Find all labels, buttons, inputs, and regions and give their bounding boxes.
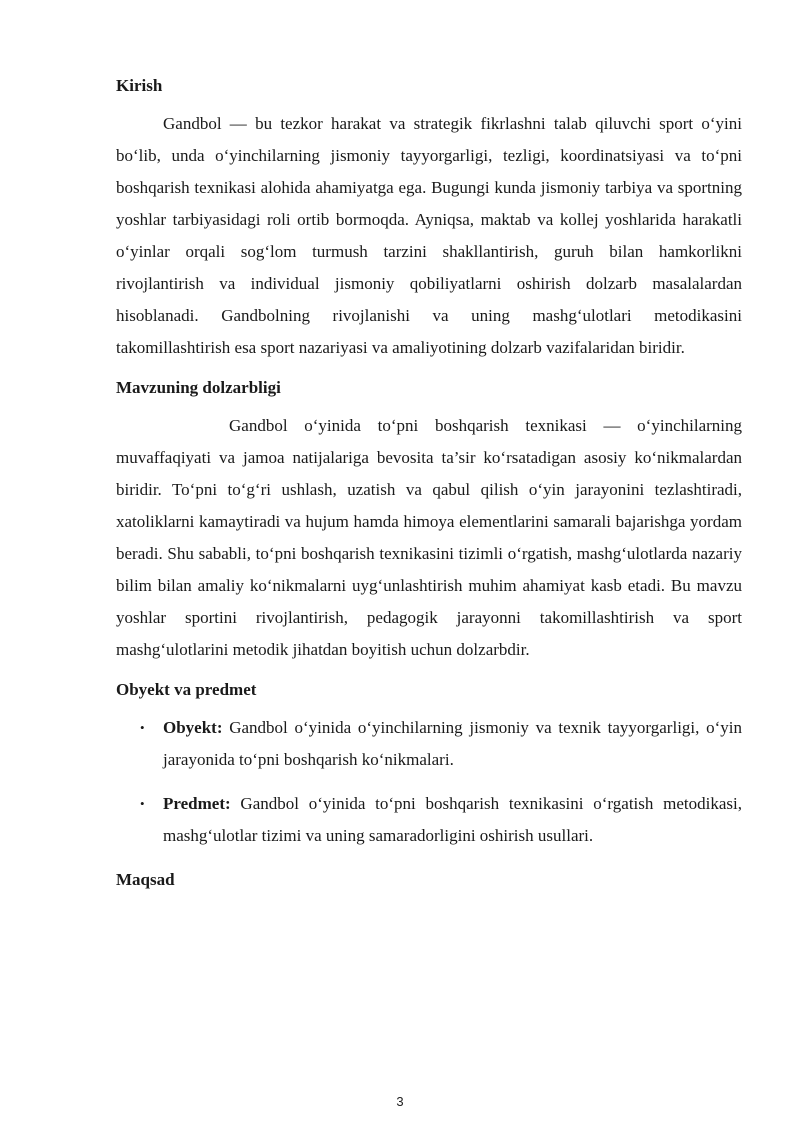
- relevance-paragraph: Gandbol o‘yinida to‘pni boshqarish texnikasi — o‘yinchilarning muvaffaqiyati va jamoa natijalariga bevosita ta’sir ko‘rsatadigan asosiy ko‘nikmalardan biridir. To‘pni to‘g‘ri ushlash, uzatish va qabul qilish o‘yin jarayonini tezlashtiradi, xatoliklarni kamaytiradi va hujum hamda himoya elementlarini samarali bajarishga yordam beradi. Shu sababli, to‘pni boshqarish texnikasini tizimli o‘rgatish, mashg‘ulotlarda nazariy bilim bilan amaliy ko‘nikmalarni uyg‘unlashtirish muhim ahamiyat kasb etadi. Bu mavzu yoshlar sportini rivojlantirish, pedagogik jarayonni takomillashtirish va sport mashg‘ulotlarini metodik jihatdan boyitish uchun dolzarbdir.: [116, 416, 742, 659]
- page-number: 3: [396, 1094, 404, 1109]
- object-subject-list: [116, 712, 742, 852]
- section-heading-kirish: Kirish: [116, 76, 163, 95]
- list-item-object: [116, 712, 742, 776]
- section-heading-object-subject: Obyekt va predmet: [116, 680, 257, 699]
- subject-term: Predmet:: [163, 794, 231, 813]
- section-heading-goal: Maqsad: [116, 870, 175, 889]
- intro-paragraph: Gandbol — bu tezkor harakat va strategik fikrlashni talab qiluvchi sport o‘yini bo‘lib, unda o‘yinchilarning jismoniy tayyorgarligi, tezligi, koordinatsiyasi va to‘pni boshqarish texnikasi alohida ahamiyatga ega. Bugungi kunda jismoniy tarbiya va sportning yoshlar tarbiyasidagi roli ortib bormoqda. Ayniqsa, maktab va kollej yoshlarida harakatli o‘yinlar orqali sog‘lom turmush tarzini shakllantirish, guruh bilan hamkorlikni rivojlantirish va individual jismoniy qobiliyatlarni oshirish dolzarb masalalardan hisoblanadi. Gandbolning rivojlanishi va uning mashg‘ulotlari metodikasini takomillashtirish esa sport nazariyasi va amaliyotining dolzarb vazifalaridan biridir.: [116, 114, 742, 357]
- page-content: [116, 70, 742, 902]
- list-item-subject: [116, 788, 742, 852]
- section-heading-relevance: Mavzuning dolzarbligi: [116, 378, 281, 397]
- object-text: Gandbol o‘yinida o‘yinchilarning jismoniy va texnik tayyorgarligi, o‘yin jarayonida to‘pni boshqarish ko‘nikmalari.: [163, 718, 742, 769]
- bullet-icon: •: [140, 796, 145, 811]
- object-term: Obyekt:: [163, 718, 223, 737]
- bullet-icon: •: [140, 720, 145, 735]
- subject-text: Gandbol o‘yinida to‘pni boshqarish texnikasini o‘rgatish metodikasi, mashg‘ulotlar tizimi va uning samaradorligini oshirish usullari.: [163, 794, 742, 845]
